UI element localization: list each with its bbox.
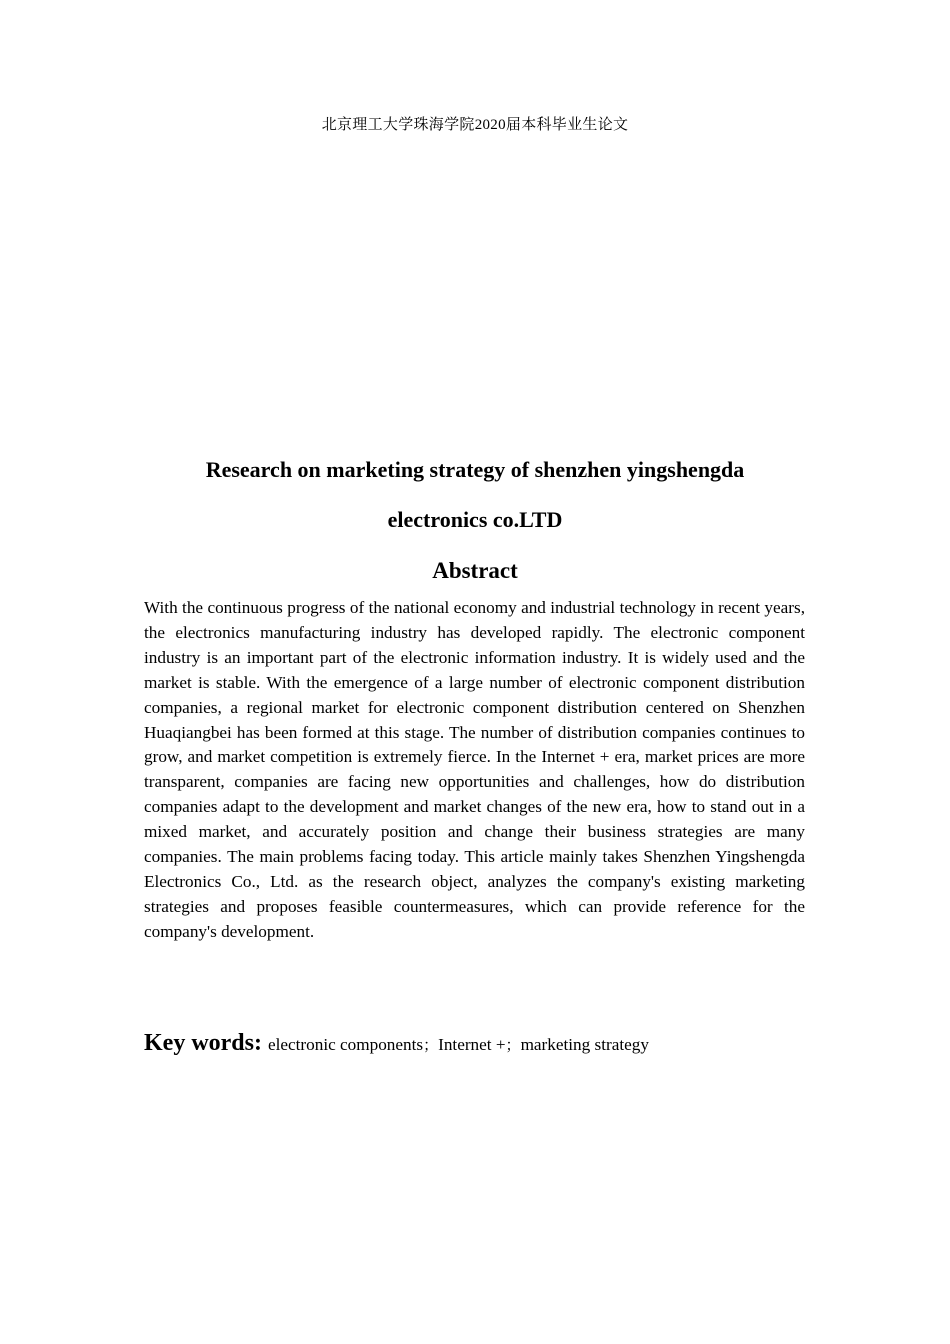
keywords-line xyxy=(144,1027,805,1061)
abstract-heading: Abstract xyxy=(432,558,518,583)
keyword-item: electronic components xyxy=(267,1035,424,1054)
thesis-title xyxy=(100,455,850,535)
title-line-1: Research on marketing strategy of shenzhen yingshengda xyxy=(205,457,745,482)
keyword-item: marketing strategy xyxy=(520,1035,649,1054)
keyword-separator: ； xyxy=(423,1036,439,1054)
keyword-separator: ； xyxy=(505,1036,521,1054)
keyword-item: Internet + xyxy=(438,1035,506,1054)
abstract-body: With the continuous progress of the national economy and industrial technology in recent years, the electronics manufacturing industry has developed rapidly. The electronic component industry is an important part of the electronic information industry. It is widely used and the market is stable. With the emergence of a large number of electronic component distribution companies, a regional market for electronic component distribution centered on Shenzhen Huaqiangbei has been formed at this stage. The number of distribution companies continues to grow, and market competition is extremely fierce. In the Internet + era, market prices are more transparent, companies are facing new opportunities and challenges, how do distribution companies adapt to the development and market changes of the new era, how to stand out in a mixed market, and accurately position and change their business strategies are many companies. The main problems facing today. This article mainly takes Shenzhen Yingshengda Electronics Co., Ltd. as the research object, analyzes the company's existing marketing strategies and proposes feasible countermeasures, which can provide reference for the company's development. xyxy=(144,598,805,941)
running-header: 北京理工大学珠海学院2020届本科毕业生论文 xyxy=(321,117,629,133)
title-line-2: electronics co.LTD xyxy=(387,507,563,532)
keywords-label: Key words: xyxy=(144,1030,268,1056)
